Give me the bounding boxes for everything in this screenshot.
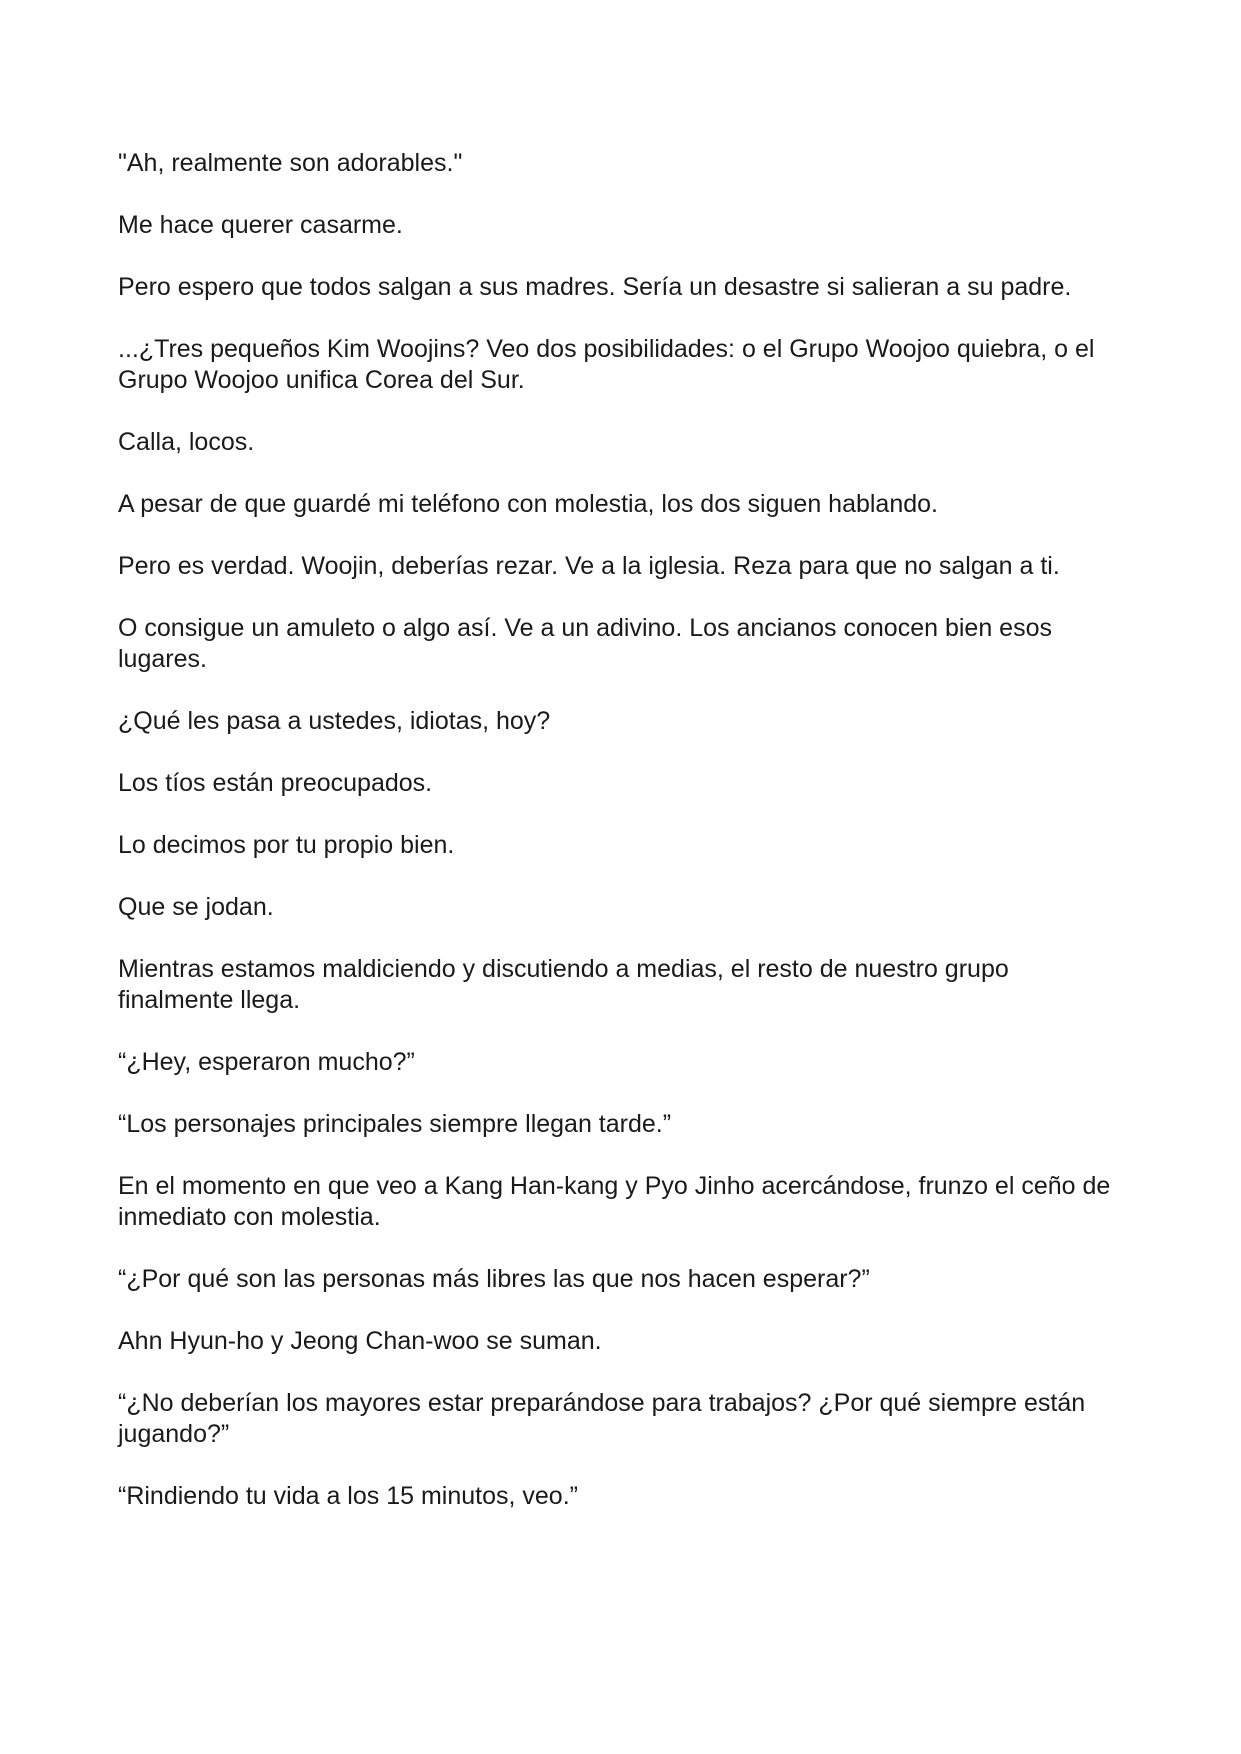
paragraph: Ahn Hyun-ho y Jeong Chan-woo se suman. (118, 1327, 602, 1355)
paragraph: ¿Qué les pasa a ustedes, idiotas, hoy? (118, 707, 551, 735)
document-body (118, 148, 1128, 1543)
paragraph: Pero espero que todos salgan a sus madres. Sería un desastre si salieran a su padre. (118, 273, 1072, 301)
paragraph: “Rindiendo tu vida a los 15 minutos, veo.” (118, 1482, 578, 1510)
paragraph: “¿Por qué son las personas más libres las que nos hacen esperar?” (118, 1265, 870, 1293)
paragraph: A pesar de que guardé mi teléfono con molestia, los dos siguen hablando. (118, 490, 938, 518)
paragraph: En el momento en que veo a Kang Han-kang y Pyo Jinho acercándose, frunzo el ceño de inmediato con molestia. (118, 1172, 1111, 1231)
paragraph: Lo decimos por tu propio bien. (118, 831, 455, 859)
paragraph: ...¿Tres pequeños Kim Woojins? Veo dos posibilidades: o el Grupo Woojoo quiebra, o el Grupo Woojoo unifica Corea del Sur. (118, 335, 1095, 394)
paragraph: “Los personajes principales siempre llegan tarde.” (118, 1110, 672, 1138)
paragraph: Pero es verdad. Woojin, deberías rezar. Ve a la iglesia. Reza para que no salgan a ti. (118, 552, 1060, 580)
paragraph: "Ah, realmente son adorables." (118, 149, 463, 177)
paragraph: Mientras estamos maldiciendo y discutiendo a medias, el resto de nuestro grupo finalmente llega. (118, 955, 1009, 1014)
paragraph: Que se jodan. (118, 893, 274, 921)
paragraph: Los tíos están preocupados. (118, 769, 433, 797)
paragraph: “¿Hey, esperaron mucho?” (118, 1048, 415, 1076)
paragraph: “¿No deberían los mayores estar preparándose para trabajos? ¿Por qué siempre están jugando?” (118, 1389, 1086, 1448)
paragraph: Me hace querer casarme. (118, 211, 403, 239)
paragraph: O consigue un amuleto o algo así. Ve a un adivino. Los ancianos conocen bien esos lugares. (118, 614, 1052, 673)
paragraph: Calla, locos. (118, 428, 255, 456)
